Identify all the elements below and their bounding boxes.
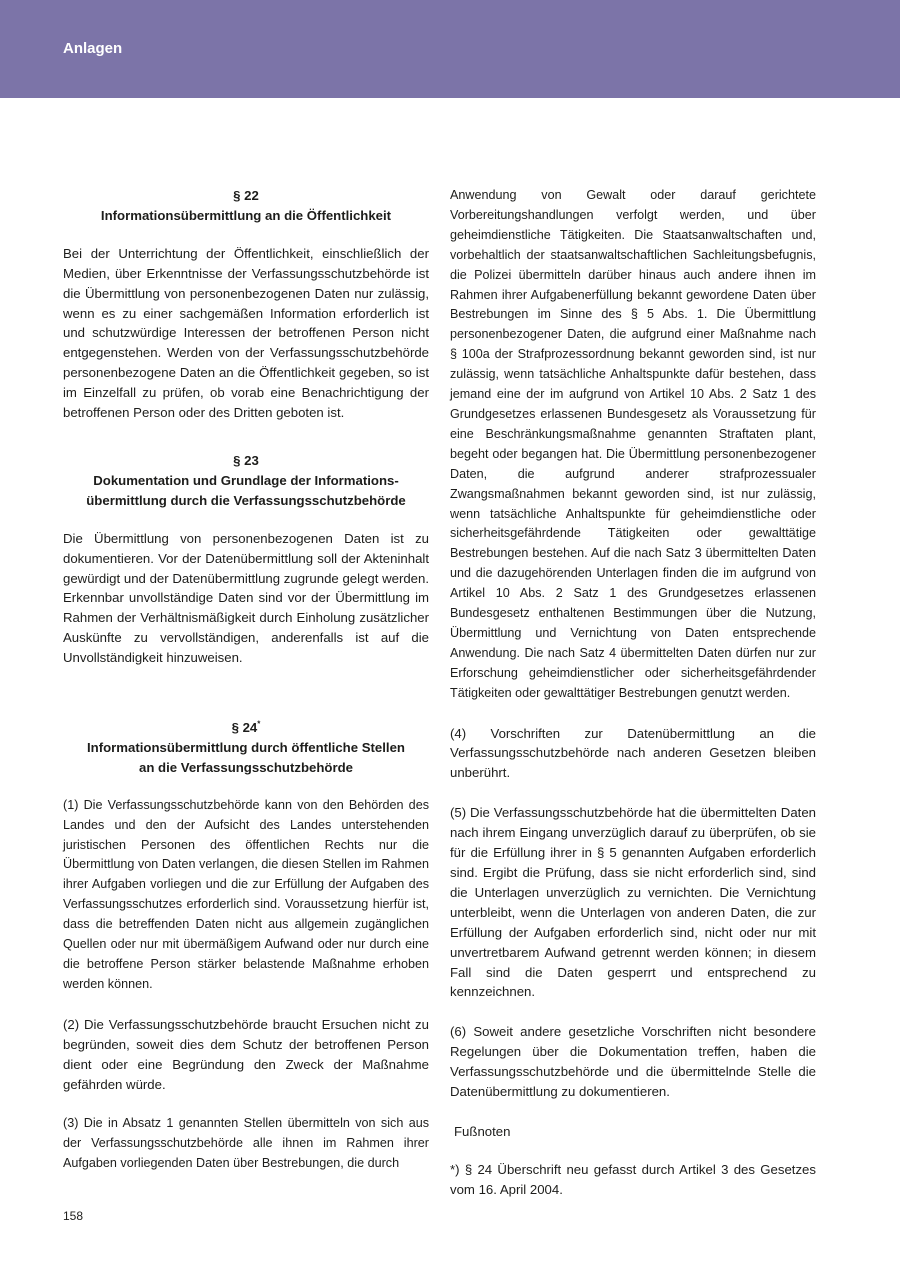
page-number: 158: [63, 1209, 84, 1223]
section-23-title-line1: Dokumentation und Grundlage der Informations-: [93, 472, 399, 488]
section-23-number: § 23: [233, 452, 259, 468]
section-22-title: Informationsübermittlung an die Öffentlichkeit: [100, 207, 392, 223]
header-bar: [0, 0, 900, 98]
left-column: [63, 186, 429, 1194]
section-24-paragraph-5: (5) Die Verfassungsschutzbehörde hat die übermittelten Daten nach ihrem Eingang unverzüglich darauf zu überprüfen, ob sie für die Erfüllung ihrer in § 5 genannten Aufgaben erforderlich sind. Ergibt die Prüfung, dass sie nicht erforderlich sind, sind die Unterlagen unverzüglich zu vernichten. Die Vernichtung unterbleibt, wenn die Unterlagen von anderen Daten, die zur Erfüllung der Aufgaben erforderlich sind, nicht oder nur mit unvertretbarem Aufwand getrennt werden können; in diesem Fall sind die Daten gesperrt und entsprechend zu kennzeichnen.: [450, 805, 816, 1000]
footnote-text: *) § 24 Überschrift neu gefasst durch Artikel 3 des Gesetzes vom 16. April 2004.: [450, 1161, 816, 1197]
footnote-marker: *: [257, 719, 261, 729]
section-24-paragraph-3-continued: Anwendung von Gewalt oder darauf gerichtete Vorbereitungshandlungen verfolgt werden, und über geheimdienstliche Tätigkeiten. Die Staatsanwaltschaften und, vorbehaltlich der staatsanwaltschaftlichen Sachleitungsbefugnis, die Polizei übermitteln darüber hinaus auch andere ihnen im Rahmen ihrer Aufgabenerfüllung bekannt gewordene Daten über Bestrebungen im Sinne des § 5 Abs. 1. Die Übermittlung personenbezogener Daten, die aufgrund einer Maßnahme nach § 100a der Strafprozessordnung bekannt geworden sind, ist nur zulässig, wenn tatsächliche Anhaltspunkte dafür bestehen, dass jemand eine der im aufgrund von Artikel 10 Abs. 2 Satz 1 des Grundgesetzes erlassenen Bundesgesetz als Voraussetzung für eine Beschränkungsmaßnahme genannten Straftaten plant, begeht oder begangen hat. Die Übermittlung personenbezogener Daten, die aufgrund anderer strafprozessualer Zwangsmaßnahmen bekannt geworden sind, ist nur zulässig, wenn tatsächliche Anhaltspunkte für geheimdienstliche oder sicherheitsgefährdende Tätigkeiten oder gewalttätige Bestrebungen bestehen. Auf die nach Satz 3 übermittelten Daten und die dazugehörenden Unterlagen finden die im aufgrund von Artikel 10 Abs. 2 Satz 1 des Grundgesetzes erlassenen Bundesgesetz enthaltenen Bestimmungen über die Nutzung, Übermittlung und Vernichtung von Daten entsprechende Anwendung. Die nach Satz 4 übermittelten Daten dürfen nur zur Erforschung geheimdienstlicher oder sicherheitsgefährdender Tätigkeiten oder gewalttätiger Bestrebungen genutzt werden.: [450, 188, 816, 700]
section-24-paragraph-2: (2) Die Verfassungsschutzbehörde braucht Ersuchen nicht zu begründen, soweit dies dem Schutz der betroffenen Person dient oder eine Begründung den Zweck der Maßnahme gefährden würde.: [63, 1016, 429, 1092]
section-24-paragraph-6: (6) Soweit andere gesetzliche Vorschriften nicht besondere Regelungen über die Dokumentation treffen, haben die Verfassungsschutzbehörde und die übermittelnde Stelle die Datenübermittlung zu dokumentieren.: [450, 1024, 816, 1100]
section-23-paragraph: Die Übermittlung von personenbezogenen Daten ist zu dokumentieren. Vor der Datenübermittlung soll der Akteninhalt gewürdigt und der Datenübermittlung zugrunde gelegt werden. Erkennbar unvollständige Daten sind vor der Übermittlung im Rahmen der Verhältnismäßigkeit durch Einholung zusätzlicher Auskünfte zu vervollständigen, anderenfalls ist auf die Unvollständigkeit hinzuweisen.: [63, 530, 429, 666]
section-24-title-line1: Informationsübermittlung durch öffentliche Stellen: [87, 739, 405, 755]
section-23-title-line2: übermittlung durch die Verfassungsschutzbehörde: [86, 492, 406, 508]
section-24-paragraph-4: (4) Vorschriften zur Datenübermittlung an die Verfassungsschutzbehörde nach anderen Gesetzen bleiben unberührt.: [450, 725, 816, 781]
right-column: [450, 186, 816, 1220]
section-24-title-line2: an die Verfassungsschutzbehörde: [139, 759, 353, 775]
footnotes-heading: Fußnoten: [454, 1123, 511, 1139]
section-24-paragraph-1: (1) Die Verfassungsschutzbehörde kann von den Behörden des Landes und den der Aufsicht des Landes unterstehenden juristischen Personen des öffentlichen Rechts nur die Übermittlung von Daten verlangen, die diesen Stellen im Rahmen ihrer Aufgaben vorliegen und die zur Erfüllung der Aufgaben des Verfassungsschutzes erforderlich sind. Voraussetzung hierfür ist, dass die betreffenden Daten nicht aus allgemein zugänglichen Quellen oder nur mit übermäßigem Aufwand oder nur durch eine die betroffene Person stärker belastende Maßnahme erhoben werden können.: [63, 797, 429, 991]
header-label: Anlagen: [63, 40, 123, 57]
section-24-number-text: § 24: [231, 720, 258, 736]
section-24-paragraph-3: (3) Die in Absatz 1 genannten Stellen übermitteln von sich aus der Verfassungsschutzbehörde alle ihnen im Rahmen ihrer Aufgaben vorliegenden Daten über Bestrebungen, die durch: [63, 1116, 429, 1171]
section-22-number: § 22: [233, 188, 259, 203]
section-24-number: [63, 718, 429, 738]
section-22-paragraph: Bei der Unterrichtung der Öffentlichkeit, einschließlich der Medien, über Erkenntnisse der Verfassungsschutzbehörde ist die Übermittlung von personenbezogenen Daten nur zulässig, wenn es zu einer sachgemäßen Information erforderlich ist und schutzwürdige Interessen der betroffenen Person nicht entgegenstehen. Werden von der Verfassungsschutzbehörde personenbezogene Daten an die Öffentlichkeit gegeben, so ist im Einzelfall zu prüfen, ob vorab eine Benachrichtigung der betroffenen Person oder des Dritten geboten ist.: [63, 245, 429, 421]
